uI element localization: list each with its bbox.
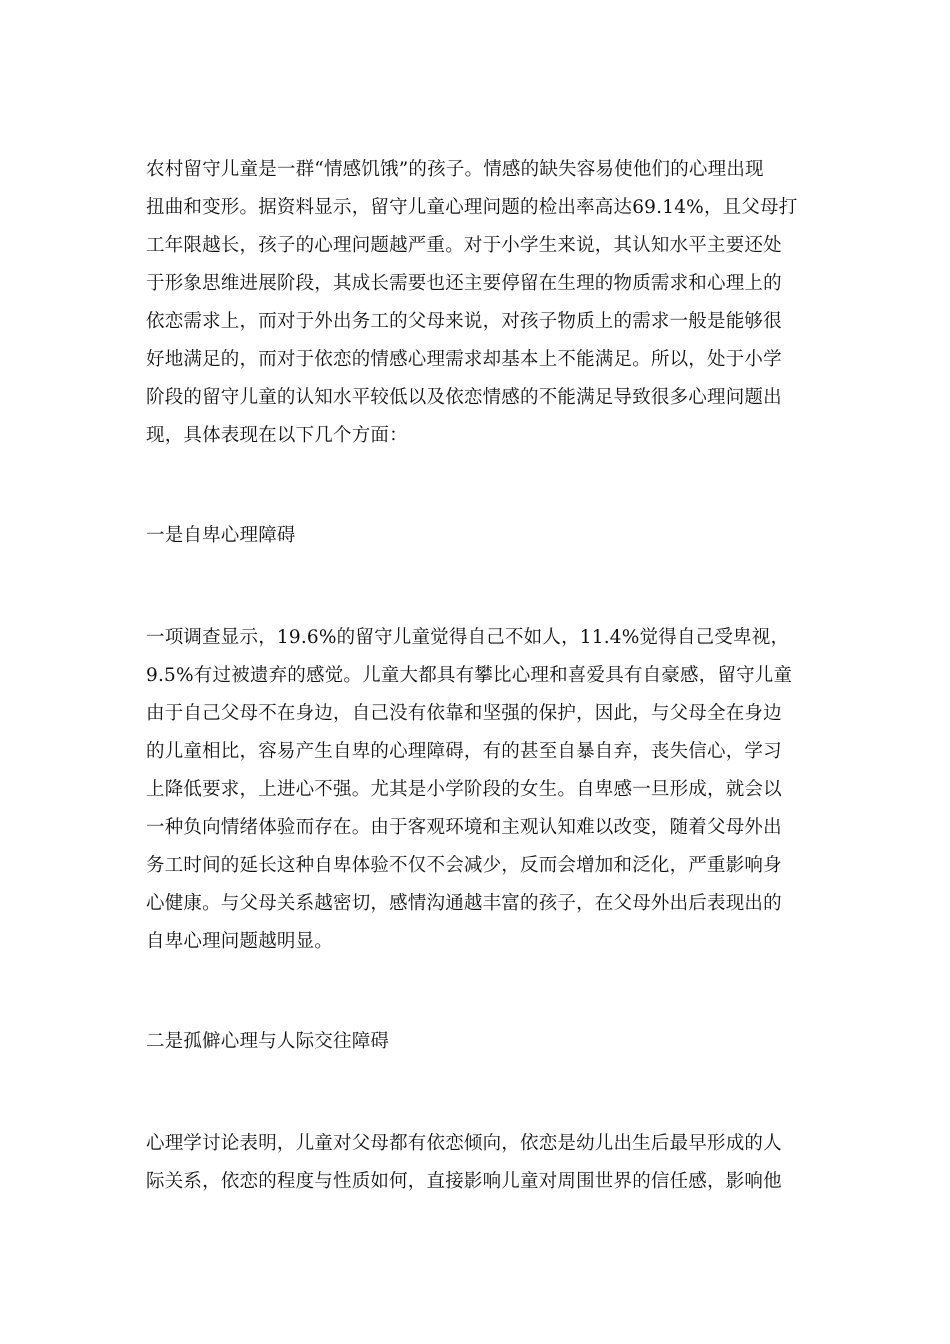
section-heading: 二是孤僻心理与人际交往障碍 — [146, 1031, 390, 1052]
paragraph-1-line: 阶段的留守儿童的认知水平较低以及依恋情感的不能满足导致很多心理问题出 — [146, 387, 782, 408]
paragraph-2-line: 由于自己父母不在身边，自己没有依靠和坚强的保护，因此，与父母全在身边 — [146, 703, 782, 724]
paragraph-2-line: 9.5%有过被遗弃的感觉。儿童大都具有攀比心理和喜爱具有自豪感，留守儿童 — [146, 665, 793, 686]
paragraph-3-line: 心理学讨论表明，儿童对父母都有依恋倾向，依恋是幼儿出生后最早形成的人 — [146, 1133, 782, 1154]
paragraph-2-line: 务工时间的延长这种自卑体验不仅不会减少，反而会增加和泛化，严重影响身 — [146, 855, 782, 876]
paragraph-2-line: 一项调查显示，19.6%的留守儿童觉得自己不如人，11.4%觉得自己受卑视， — [146, 627, 790, 648]
paragraph-1-line: 依恋需求上，而对于外出务工的父母来说，对孩子物质上的需求一般是能够很 — [146, 311, 782, 332]
paragraph-1-line: 工年限越长，孩子的心理问题越严重。对于小学生来说，其认知水平主要还处 — [146, 235, 782, 256]
paragraph-1-line: 扭曲和变形。据资料显示，留守儿童心理问题的检出率高达69.14%，且父母打 — [146, 197, 798, 218]
paragraph-2-line: 自卑心理问题越明显。 — [146, 931, 334, 952]
paragraph-1-line: 现，具体表现在以下几个方面： — [146, 425, 408, 446]
paragraph-1-line: 好地满足的，而对于依恋的情感心理需求却基本上不能满足。所以，处于小学 — [146, 349, 782, 370]
paragraph-2-line: 心健康。与父母关系越密切，感情沟通越丰富的孩子，在父母外出后表现出的 — [146, 893, 782, 914]
paragraph-2-line: 一种负向情绪体验而存在。由于客观环境和主观认知难以改变，随着父母外出 — [146, 817, 782, 838]
paragraph-3-line: 际关系，依恋的程度与性质如何，直接影响儿童对周围世界的信任感，影响他 — [146, 1171, 782, 1192]
paragraph-2-line: 的儿童相比，容易产生自卑的心理障碍，有的甚至自暴自弃，丧失信心，学习 — [146, 741, 782, 762]
paragraph-2-line: 上降低要求，上进心不强。尤其是小学阶段的女生。自卑感一旦形成，就会以 — [146, 779, 782, 800]
section-heading: 一是自卑心理障碍 — [146, 525, 296, 546]
paragraph-1-line: 于形象思维进展阶段，其成长需要也还主要停留在生理的物质需求和心理上的 — [146, 273, 782, 294]
paragraph-1-line: 农村留守儿童是一群“情感饥饿”的孩子。情感的缺失容易使他们的心理出现 — [146, 159, 764, 180]
